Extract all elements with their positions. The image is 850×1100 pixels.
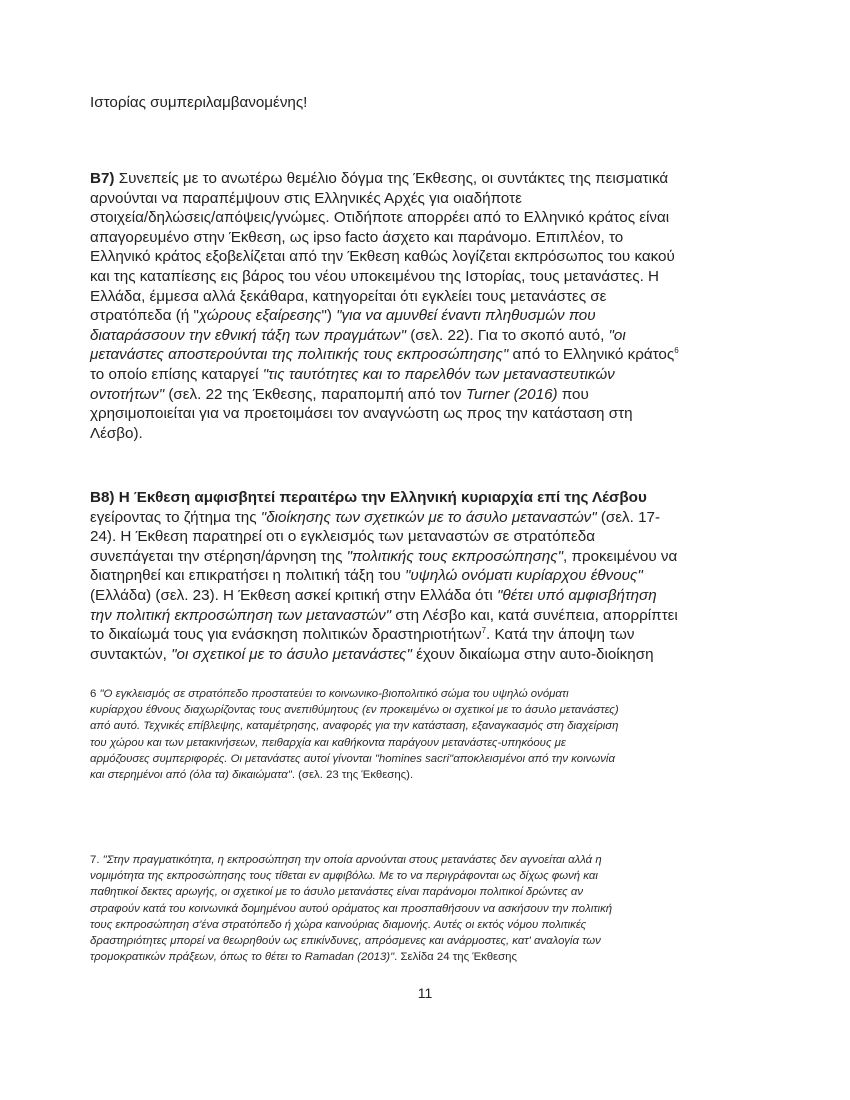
text-run: 24). Η Έκθεση παρατηρεί οτι ο εγκλεισμός των μεταναστών σε στρατόπεδα — [90, 528, 595, 546]
text-run: τρομοκρατικών πράξεων, όπως το θέτει το Ramadan (2013)" — [90, 951, 395, 964]
footnote-7-line — [90, 933, 730, 949]
b7-line — [90, 228, 730, 248]
text-run: απαγορευμένο στην Έκθεση, ως ipso facto άσχετο και παράνομο. Επιπλέον, το — [90, 228, 624, 246]
intro-line: Ιστορίας συμπεριλαμβανομένης! — [90, 94, 308, 111]
footnote-6-line — [90, 686, 730, 702]
text-run: συνεπάγεται την στέρηση/άρνηση της — [90, 547, 347, 565]
text-run: στρατόπεδα (ή " — [90, 307, 199, 325]
text-run: συντακτών, — [90, 645, 172, 663]
intro-paragraph — [90, 93, 730, 113]
text-run: "Ο εγκλεισμός σε στρατόπεδο προστατεύει το κοινωνικο-βιοπολιτικό σώμα του υψηλώ ονόματι — [99, 688, 569, 700]
b7-line — [90, 169, 730, 189]
text-run: και της καταπίεσης εις βάρος του νέου υποκειμένου της Ιστορίας, τους μετανάστες. Η — [90, 267, 660, 285]
footnote-6-line — [90, 735, 730, 751]
text-run: (σελ. 17- — [596, 508, 661, 526]
footnote-6-line — [90, 767, 730, 783]
text-run: "για να αμυνθεί έναντι πληθυσμών που — [336, 307, 596, 325]
b7-line — [90, 208, 730, 228]
text-run: αρνούνται να παραπέμψουν στις Ελληνικές Αρχές για οιαδήποτε — [90, 189, 522, 207]
text-run: "πολιτικής τους εκπροσώπησης" — [346, 547, 564, 565]
footnote-7-line — [90, 868, 730, 884]
text-run: εγείροντας το ζήτημα της — [90, 508, 261, 526]
b7-line — [90, 189, 730, 209]
text-run: B7) — [90, 170, 115, 187]
text-run: "οι — [608, 326, 626, 344]
text-run: το οποίο επίσης καταργεί — [90, 365, 263, 383]
text-run: (Ελλάδα) (σελ. 23). Η Έκθεση ασκεί κριτική στην Ελλάδα ότι — [90, 586, 497, 604]
paragraph-b8 — [90, 488, 730, 664]
b8-line — [90, 508, 730, 528]
text-run: έχουν δικαίωμα στην αυτο-διοίκηση — [411, 645, 654, 663]
text-run: (σελ. 22 της Έκθεσης, παραπομπή από τον — [164, 385, 466, 403]
b7-line — [90, 385, 730, 405]
paragraph-b7 — [90, 169, 730, 443]
text-run: . Κατά την άποψη των — [486, 626, 635, 644]
text-run: 6 — [90, 688, 100, 700]
b7-line — [90, 365, 730, 385]
text-run: "τις ταυτότητες και το παρελθόν των μεταναστευτικών — [262, 365, 615, 383]
b7-line — [90, 267, 730, 287]
b7-line — [90, 247, 730, 267]
footnote-7-line — [90, 917, 730, 933]
footnote-reference: 7 — [481, 626, 487, 636]
text-run: και στερημένοι από (όλα τα) δικαιώματα" — [90, 769, 292, 782]
footnote-reference: 6 — [674, 346, 679, 356]
b7-line — [90, 345, 730, 365]
footnote-6 — [90, 686, 730, 783]
text-run: διατηρηθεί και επικρατήσει η πολιτική τάξη του — [90, 567, 406, 585]
b7-line — [90, 326, 730, 346]
b8-line — [90, 606, 730, 626]
text-run: "υψηλώ ονόματι κυρίαρχου έθνους" — [405, 567, 643, 585]
text-run: στη Λέσβο και, κατά συνέπεια, απορρίπτει — [391, 606, 678, 624]
text-run: "θέτει υπό αμφισβήτηση — [496, 586, 657, 604]
footnote-7-line — [90, 949, 730, 965]
footnote-7 — [90, 852, 730, 965]
text-run: "Στην πραγματικότητα, η εκπροσώπηση την οποία αρνούνται στους μετανάστες δεν αγνοείται αλλά η — [102, 854, 602, 866]
text-run: δραστηριότητες μπορεί να θεωρηθούν ως επικίνδυνες, απρόσμενες και ανάρμοστες, κατ' αναλογία των — [90, 935, 601, 948]
text-run: στοιχεία/δηλώσεις/απόψεις/γνώμες. Οτιδήποτε απορρέει από το Ελληνικό κράτος είναι — [90, 209, 670, 227]
text-run: το δικαίωμά τους για ενάσκηση πολιτικών δραστηριοτήτων — [90, 626, 482, 644]
text-run: ") — [321, 307, 337, 325]
text-run: κυρίαρχου έθνους διαχωρίζοντας τους ανεπιθύμητους (εν προκειμένω οι σχετικοί με το άσυλο μετανάστες) — [90, 704, 619, 717]
b8-line — [90, 527, 730, 547]
b7-line — [90, 404, 730, 424]
text-run: οντοτήτων" — [90, 385, 165, 403]
text-run: B8) Η Έκθεση αμφισβητεί περαιτέρω την Ελληνική κυριαρχία επί της Λέσβου — [90, 489, 647, 506]
text-run: . Σελίδα 24 της Έκθεσης — [394, 951, 517, 964]
b8-line — [90, 625, 730, 645]
text-run: του χώρου και των μετακινήσεων, πειθαρχία και καθήκοντα παράγουν μετανάστες-υπηκόους με — [90, 736, 566, 749]
footnote-7-line — [90, 884, 730, 900]
b7-line — [90, 306, 730, 326]
text-run: Turner (2016) — [465, 385, 558, 403]
text-run: παθητικοί δεκτες αρωγής, οι σχετικοί με το άσυλο μετανάστες είναι παράνομοι πολιτικοί δρώντες αν — [90, 886, 584, 899]
text-run: χρησιμοποιείται για να προετοιμάσει τον αναγνώστη ως προς την κατάσταση στη — [90, 405, 633, 423]
b8-line — [90, 645, 730, 665]
text-run: τους εκπροσώπηση σ'ένα στρατόπεδο ή χώρα καινούριας διαμονής. Αυτές οι εκτός νόμου πολιτικές — [90, 918, 587, 931]
b8-line — [90, 488, 730, 508]
text-run: Συνεπείς με το ανωτέρω θεμέλιο δόγμα της Έκθεσης, οι συντάκτες της πεισματικά — [114, 170, 669, 187]
text-run: διαταράσσουν την εθνική τάξη των πραγμάτων" — [90, 326, 407, 344]
text-run: την πολιτική εκπροσώπηση των μεταναστών" — [90, 606, 392, 624]
text-run: χώρους εξαίρεσης — [198, 307, 322, 325]
text-run: Ελληνικό κράτος εξοβελίζεται από την Έκθεση καθώς λογίζεται εκπρόσωπος του κακού — [90, 248, 675, 266]
text-run: , προκειμένου να — [563, 547, 678, 565]
text-run: από το Ελληνικό κράτος — [508, 346, 675, 364]
footnote-6-line — [90, 751, 730, 767]
text-run: στραφούν κατά του κοινωνικά δομημένου αυτού οράματος και προσπαθήσουν να ασκήσουν την πολιτική — [90, 902, 613, 915]
text-run: νομιμότητα της εκπροσώπησης τους τίθεται εν αμφιβόλω. Με το να περιγράφονται ως δίχως φωνή και — [90, 870, 598, 883]
b7-line — [90, 287, 730, 307]
b8-line — [90, 586, 730, 606]
text-run: αρμόζουσες συμπεριφορές. Οι μετανάστες αυτοί γίνονται "homines sacri"αποκλεισμένοι από την κοινωνία — [90, 752, 615, 765]
text-run: . (σελ. 23 της Έκθεσης). — [291, 769, 414, 782]
text-run: που — [557, 385, 589, 403]
text-run: Λέσβο). — [90, 424, 143, 442]
b8-line — [90, 547, 730, 567]
text-run: Ελλάδα, έμμεσα αλλά ξεκάθαρα, κατηγορείται ότι εγκλείει τους μετανάστες σε — [90, 287, 607, 305]
text-run: 7. — [90, 854, 103, 866]
page-number: 11 — [417, 985, 433, 1001]
footnote-7-line — [90, 901, 730, 917]
text-run: "διοίκησης των σχετικών με το άσυλο μεταναστών" — [260, 508, 597, 526]
text-run: (σελ. 22). Για το σκοπό αυτό, — [406, 326, 609, 344]
b7-line — [90, 424, 730, 444]
footnote-7-line — [90, 852, 730, 868]
footnote-6-line — [90, 718, 730, 734]
text-run: "οι σχετικοί με το άσυλο μετανάστες" — [171, 645, 412, 663]
text-run: από αυτό. Τεχνικές επίβλεψης, καταμέτρησης, αναφορές για την κατάσταση, εξαναγκασμός στη διαχείριση — [90, 720, 619, 733]
b8-line — [90, 566, 730, 586]
footnote-6-line — [90, 702, 730, 718]
text-run: μετανάστες αποστερούνται της πολιτικής τους εκπροσώπησης" — [90, 346, 509, 364]
